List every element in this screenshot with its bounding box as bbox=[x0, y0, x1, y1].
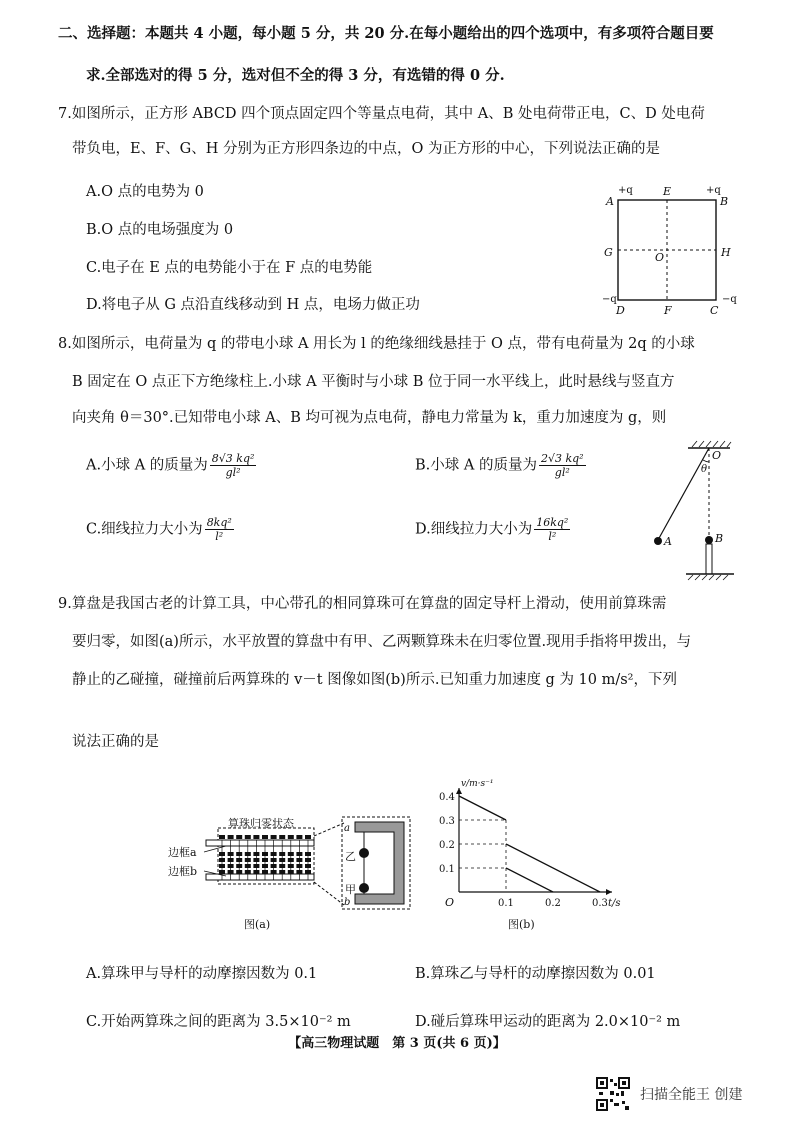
charge-c: −q bbox=[722, 294, 737, 305]
label-a: A bbox=[606, 195, 614, 208]
label-o: O bbox=[655, 251, 665, 264]
watermark-text: 扫描全能王 创建 bbox=[640, 1087, 743, 1103]
x-tick-label: 0.2 bbox=[545, 898, 561, 909]
label-ball-a: A bbox=[664, 535, 672, 548]
series-line-3 bbox=[506, 868, 553, 892]
q8-option-c-den: l² bbox=[215, 530, 224, 543]
label-h: H bbox=[721, 246, 731, 259]
chart-xlabel: t/s bbox=[608, 898, 621, 909]
chart-ylabel: v/m·s⁻¹ bbox=[461, 779, 494, 789]
q7-option-a: A.O 点的电势为 0 bbox=[86, 184, 204, 200]
chart-caption: 图(b) bbox=[508, 918, 535, 931]
chart-origin: O bbox=[445, 896, 455, 909]
q8-option-c-text: C.细线拉力大小为 bbox=[86, 521, 203, 538]
q8-stem-line2: B 固定在 O 点正下方绝缘柱上.小球 A 平衡时与小球 B 位于同一水平线上，此时悬线与竖直方 bbox=[72, 374, 675, 390]
label-d: D bbox=[616, 304, 625, 317]
q9-option-a: A.算珠甲与导杆的动摩擦因数为 0.1 bbox=[86, 966, 318, 982]
label-ball-b: B bbox=[715, 532, 724, 545]
label-f: F bbox=[664, 304, 672, 317]
q8-option-c-num: 8kq² bbox=[206, 516, 232, 529]
q9-stem-line1: 9.算盘是我国古老的计算工具，中心带孔的相同算珠可在算盘的固定导杆上滑动，使用前算珠需 bbox=[58, 596, 667, 612]
q9-stem-line3: 静止的乙碰撞，碰撞前后两算珠的 v－t 图像如图(b)所示.已知重力加速度 g 为 10 m/s²，下列 bbox=[72, 672, 677, 688]
charge-b: +q bbox=[706, 185, 721, 196]
series-line-2 bbox=[506, 844, 600, 892]
q9-stem-line4: 说法正确的是 bbox=[72, 734, 159, 750]
q8-stem-line1: 8.如图所示，电荷量为 q 的带电小球 A 用长为 l 的绝缘细线悬挂于 O 点，带有电荷量为 2q 的小球 bbox=[58, 336, 695, 352]
abacus-title: 算珠归零状态 bbox=[228, 817, 294, 830]
label-e: E bbox=[663, 185, 672, 198]
label-jia: 甲 bbox=[345, 883, 356, 896]
q7-stem-line2: 带负电，E、F、G、H 分别为正方形四条边的中点，O 为正方形的中心，下列说法正确的是 bbox=[72, 141, 660, 157]
q8-option-b-text: B.小球 A 的质量为 bbox=[415, 457, 537, 474]
page-footer: 【高三物理试题 第 3 页(共 6 页)】 bbox=[288, 1036, 506, 1051]
section-header-line1: 二、选择题：本题共 4 小题，每小题 5 分，共 20 分.在每小题给出的四个选项中，有多项符合题目要 bbox=[58, 25, 714, 42]
chart-axes bbox=[456, 788, 612, 895]
label-theta: θ bbox=[701, 464, 708, 475]
chart-guides bbox=[459, 820, 506, 892]
y-tick-label: 0.2 bbox=[439, 840, 455, 851]
q8-option-a-den: gl² bbox=[225, 466, 241, 479]
label-c: C bbox=[710, 304, 719, 317]
q8-option-d-den: l² bbox=[548, 530, 557, 543]
q8-stem-line3: 向夹角 θ＝30°.已知带电小球 A、B 均可视为点电荷，静电力常量为 k，重力加速度为 g，则 bbox=[72, 410, 667, 426]
q8-option-b-den: gl² bbox=[554, 466, 570, 479]
q9-stem-line2: 要归零，如图(a)所示，水平放置的算盘中有甲、乙两颗算珠未在归零位置.现用手指将甲拨出，与 bbox=[72, 634, 692, 650]
q9-option-d: D.碰后算珠甲运动的距离为 2.0×10⁻² m bbox=[415, 1014, 681, 1030]
q7-option-c: C.电子在 E 点的电势能小于在 F 点的电势能 bbox=[86, 260, 373, 276]
q8-option-d-text: D.细线拉力大小为 bbox=[415, 521, 533, 538]
charge-a: +q bbox=[618, 185, 633, 196]
frame-b-label: 边框b bbox=[168, 865, 198, 878]
series-line-1 bbox=[459, 796, 506, 820]
q7-stem-line1: 7.如图所示，正方形 ABCD 四个顶点固定四个等量点电荷，其中 A、B 处电荷带正电，C、D 处电荷 bbox=[58, 106, 705, 122]
x-tick-label: 0.3 bbox=[592, 898, 608, 909]
q9-option-b: B.算珠乙与导杆的动摩擦因数为 0.01 bbox=[415, 966, 656, 982]
frame-a-label: 边框a bbox=[168, 846, 197, 859]
q9-option-c: C.开始两算珠之间的距离为 3.5×10⁻² m bbox=[86, 1014, 351, 1030]
label-yi: 乙 bbox=[345, 850, 356, 863]
q8-option-a-num: 8√3 kq² bbox=[211, 452, 255, 465]
qr-code-icon bbox=[596, 1077, 630, 1111]
y-tick-label: 0.1 bbox=[439, 864, 455, 875]
q7-option-d: D.将电子从 G 点沿直线移动到 H 点，电场力做正功 bbox=[86, 297, 420, 313]
caption-a: 图(a) bbox=[244, 918, 271, 931]
zoom-label-b: b bbox=[344, 897, 351, 908]
q8-option-b-num: 2√3 kq² bbox=[540, 452, 584, 465]
y-tick-label: 0.4 bbox=[439, 792, 455, 803]
chart-series bbox=[459, 796, 600, 892]
label-b: B bbox=[720, 195, 729, 208]
charge-d: −q bbox=[602, 294, 617, 305]
q8-option-d-num: 16kq² bbox=[536, 516, 569, 529]
section-header-line2: 求.全部选对的得 5 分，选对但不全的得 3 分，有选错的得 0 分. bbox=[86, 67, 505, 84]
x-axis-arrow bbox=[606, 889, 612, 895]
x-tick-label: 0.1 bbox=[498, 898, 514, 909]
q8-option-a-text: A.小球 A 的质量为 bbox=[86, 457, 208, 474]
zoom-label-a: a bbox=[344, 823, 350, 834]
label-g: G bbox=[604, 246, 613, 259]
label-o: O bbox=[712, 449, 722, 462]
y-tick-label: 0.3 bbox=[439, 816, 455, 827]
q7-option-b: B.O 点的电场强度为 0 bbox=[86, 222, 234, 238]
